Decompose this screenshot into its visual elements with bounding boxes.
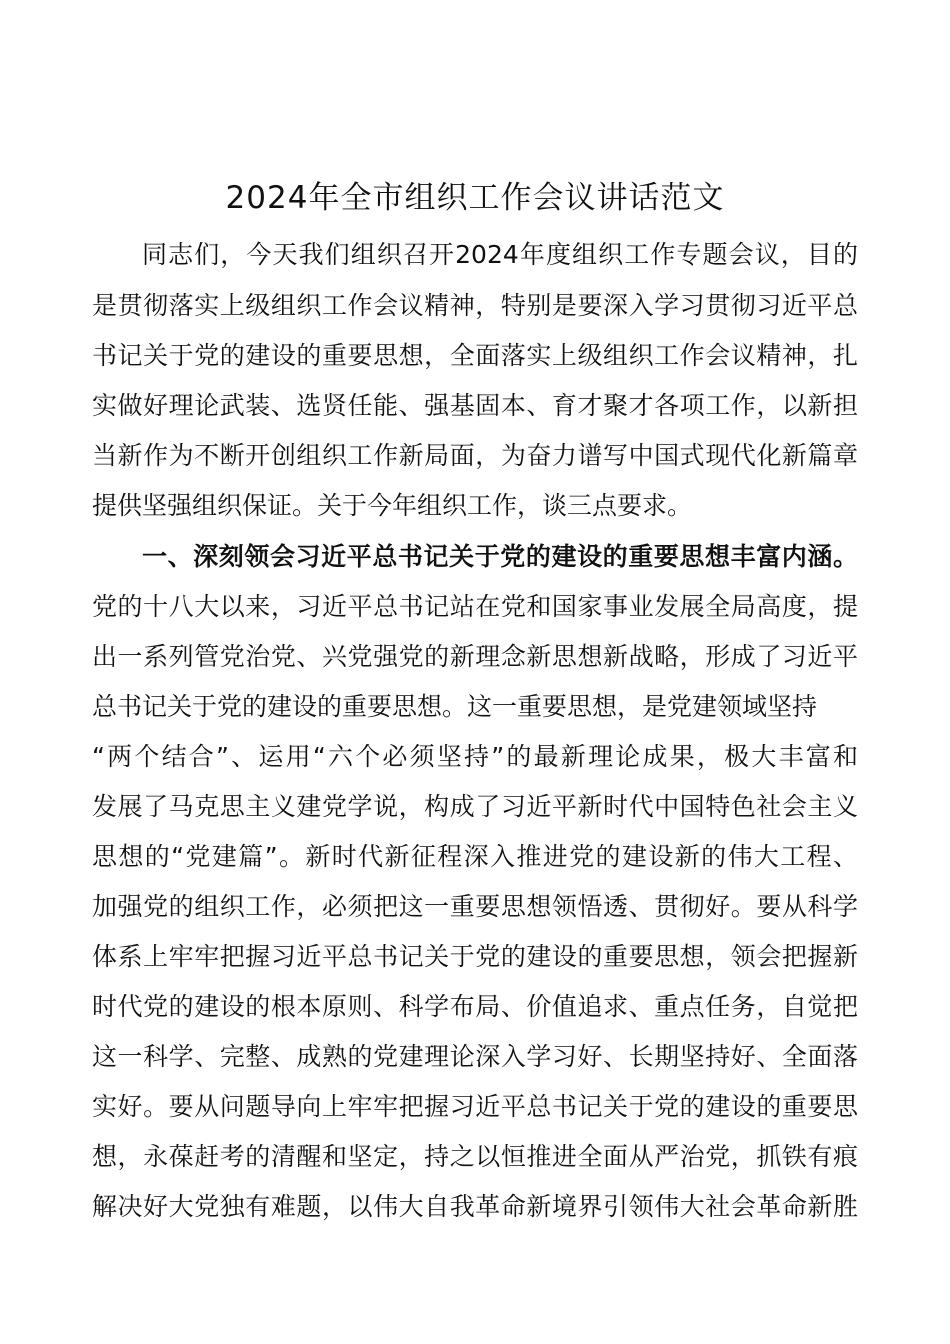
paragraph-line: 实做好理论武装、选贤任能、强基固本、育才聚才各项工作，以新担 bbox=[92, 391, 858, 420]
paragraph-line: 想，永葆赶考的清醒和坚定，持之以恒推进全面从严治党，抓铁有痕 bbox=[92, 1142, 858, 1171]
paragraph-line: 时代党的建设的根本原则、科学布局、价值追求、重点任务，自觉把 bbox=[92, 992, 858, 1021]
section-heading: 一、深刻领会习近平总书记关于党的建设的重要思想丰富内涵。 bbox=[142, 542, 858, 571]
paragraph-line: 体系上牢牢把握习近平总书记关于党的建设的重要思想，领会把握新 bbox=[92, 942, 858, 971]
paragraph-line: 实好。要从问题导向上牢牢把握习近平总书记关于党的建设的重要思 bbox=[92, 1092, 858, 1121]
paragraph-line: 解决好大党独有难题，以伟大自我革命新境界引领伟大社会革命新胜 bbox=[92, 1192, 858, 1221]
paragraph-line: 思想的“党建篇”。新时代新征程深入推进党的建设新的伟大工程、 bbox=[92, 842, 858, 871]
paragraph-line: 同志们，今天我们组织召开2024年度组织工作专题会议，目的 bbox=[142, 240, 858, 269]
paragraph-line: 发展了马克思主义建党学说，构成了习近平新时代中国特色社会主义 bbox=[92, 792, 858, 821]
document-title: 2024年全市组织工作会议讲话范文 bbox=[225, 180, 725, 216]
paragraph-line: 当新作为不断开创组织工作新局面，为奋力谱写中国式现代化新篇章 bbox=[92, 441, 858, 470]
paragraph-line: 提供坚强组织保证。关于今年组织工作，谈三点要求。 bbox=[92, 491, 693, 520]
paragraph-line: 总书记关于党的建设的重要思想。这一重要思想，是党建领域坚持 bbox=[92, 692, 818, 721]
paragraph-line: “两个结合”、运用“六个必须坚持”的最新理论成果，极大丰富和 bbox=[92, 742, 858, 771]
paragraph-line: 出一系列管党治党、兴党强党的新理念新思想新战略，形成了习近平 bbox=[92, 642, 858, 671]
paragraph-line: 加强党的组织工作，必须把这一重要思想领悟透、贯彻好。要从科学 bbox=[92, 892, 858, 921]
paragraph-line: 这一科学、完整、成熟的党建理论深入学习好、长期坚持好、全面落 bbox=[92, 1042, 858, 1071]
paragraph-line: 是贯彻落实上级组织工作会议精神，特别是要深入学习贯彻习近平总 bbox=[92, 291, 858, 320]
paragraph-line: 党的十八大以来，习近平总书记站在党和国家事业发展全局高度，提 bbox=[92, 592, 858, 621]
paragraph-line: 书记关于党的建设的重要思想，全面落实上级组织工作会议精神，扎 bbox=[92, 341, 858, 370]
